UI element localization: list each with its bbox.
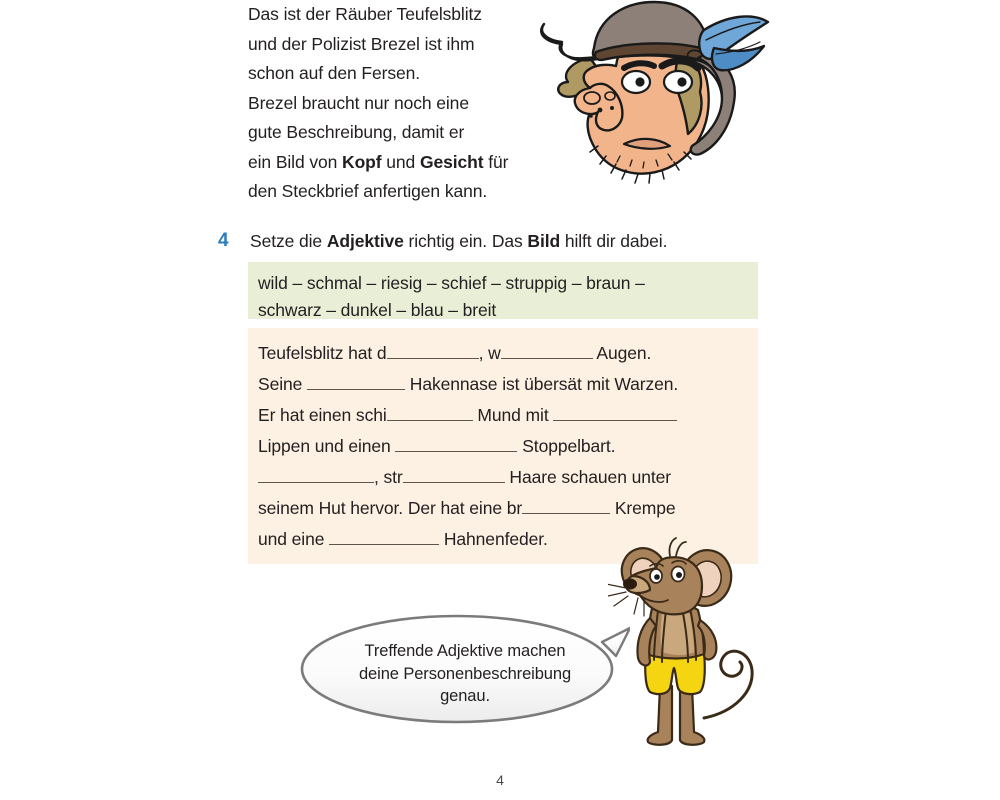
answer-blank[interactable] [395, 434, 517, 452]
exercise-line [258, 369, 758, 400]
exercise-text: , w [478, 343, 501, 363]
intro-line-6 [248, 148, 538, 178]
intro-paragraph [248, 0, 538, 207]
answer-blank[interactable] [258, 465, 374, 483]
page-number: 4 [496, 772, 504, 788]
exercise-text: seinem Hut hervor. Der hat eine br [258, 498, 523, 518]
exercise-text: Hahnenfeder. [439, 529, 548, 549]
speech-bubble-text [322, 640, 608, 708]
exercise-text: Teufelsblitz hat d [258, 343, 387, 363]
exercise-text: Hakennase ist übersät mit Warzen. [405, 374, 679, 394]
answer-blank[interactable] [387, 403, 473, 421]
speech-line-2: deine Personenbeschreibung [358, 664, 572, 683]
task-instruction [250, 228, 667, 254]
exercise-line [258, 431, 758, 462]
task-number: 4 [218, 230, 229, 251]
intro-line-2: und der Polizist Brezel ist ihm [248, 33, 475, 54]
answer-blank[interactable] [307, 372, 405, 390]
intro-line-1: Das ist der Räuber Teufelsblitz [248, 4, 482, 24]
exercise-text: Er hat einen schi [258, 405, 387, 425]
task-keyword-adjektive: Adjektive [326, 231, 404, 251]
intro-line-5: gute Beschreibung, damit er [248, 122, 465, 142]
answer-blank[interactable] [329, 527, 439, 545]
exercise-text: Augen. [592, 343, 652, 363]
mouse-mascot-illustration [608, 536, 773, 751]
task-pre: Setze die [250, 231, 327, 251]
exercise-line [258, 338, 758, 369]
speech-line-1: Treffende Adjektive machen [364, 642, 566, 660]
exercise-text: Stoppelbart. [517, 436, 616, 456]
answer-blank[interactable] [403, 465, 505, 483]
exercise-text: Seine [258, 374, 308, 394]
exercise-line [258, 400, 758, 431]
intro-line-3: schon auf den Fersen. [248, 63, 421, 83]
intro-line-6-post: für [483, 151, 509, 172]
exercise-text: Haare schauen unter [504, 467, 671, 487]
exercise-text: Mund mit [472, 405, 554, 425]
speech-bubble [300, 614, 630, 724]
intro-line-7: den Steckbrief anfertigen kann. [248, 181, 488, 201]
intro-keyword-kopf: Kopf [342, 151, 382, 172]
intro-line-6-mid: und [381, 151, 420, 172]
exercise-text: Lippen und einen [258, 436, 396, 456]
intro-keyword-gesicht: Gesicht [419, 151, 484, 172]
word-bank-box [248, 262, 758, 319]
word-bank-line-2: schwarz – dunkel – blau – breit [258, 300, 497, 320]
speech-line-3: genau. [440, 687, 490, 705]
answer-blank[interactable] [522, 496, 610, 514]
exercise-text: Krempe [610, 498, 676, 518]
answer-blank[interactable] [387, 341, 479, 359]
task-post: hilft dir dabei. [560, 231, 668, 251]
exercise-line [258, 462, 758, 493]
answer-blank[interactable] [501, 341, 593, 359]
exercise-box [248, 328, 758, 564]
intro-line-4: Brezel braucht nur noch eine [248, 92, 469, 113]
task-mid: richtig ein. Das [403, 231, 528, 251]
answer-blank[interactable] [553, 403, 677, 421]
robber-illustration [528, 0, 790, 201]
task-row [218, 228, 778, 254]
exercise-text: und eine [258, 529, 330, 549]
task-keyword-bild: Bild [527, 231, 561, 251]
exercise-text: , str [374, 467, 403, 487]
exercise-line [258, 493, 758, 524]
intro-line-6-pre: ein Bild von [248, 151, 343, 172]
word-bank-line-1: wild – schmal – riesig – schief – struppig – braun – [258, 273, 645, 293]
